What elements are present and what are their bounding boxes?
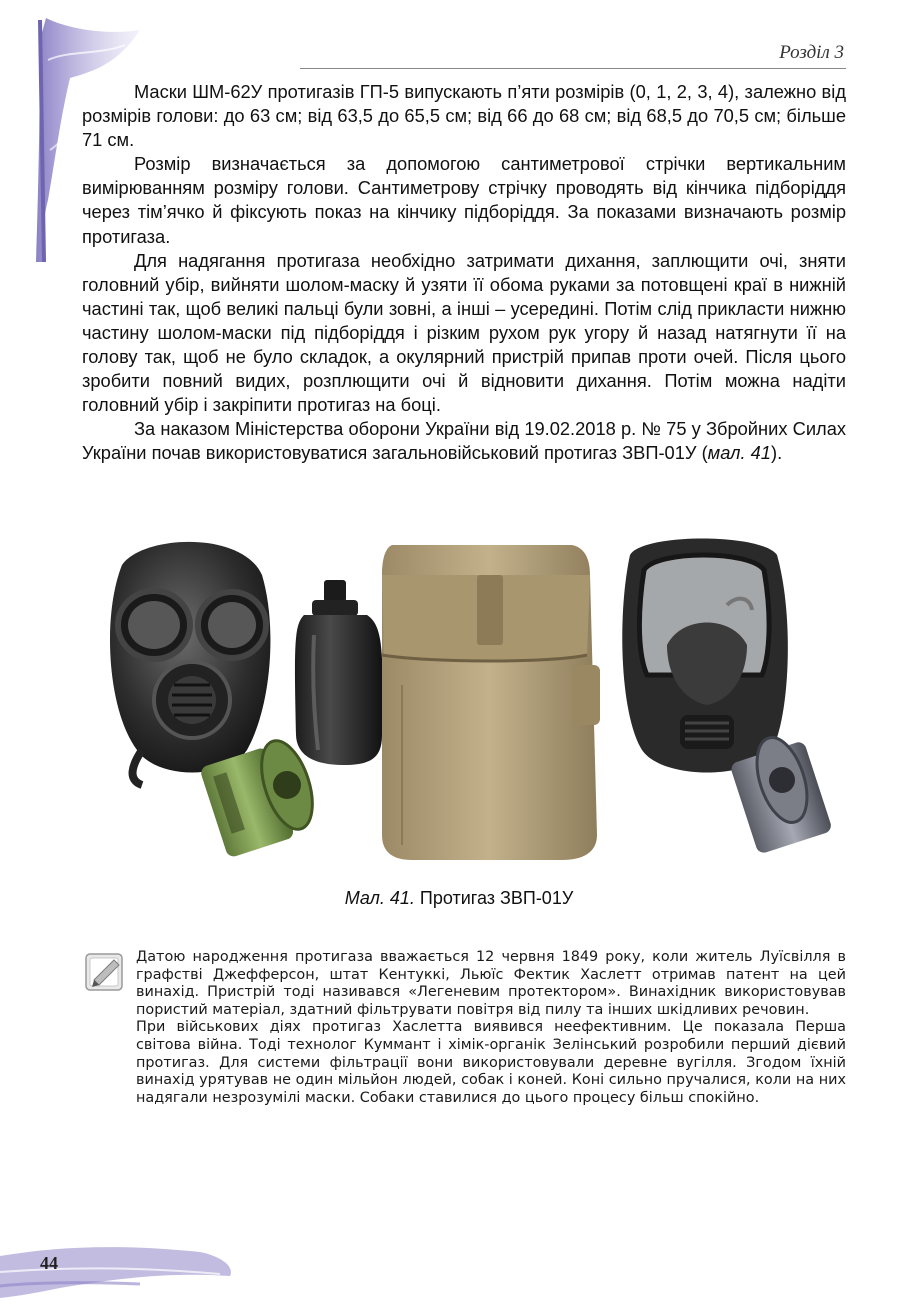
figure-reference: мал. 41 (707, 442, 771, 464)
pencil-note-icon (84, 950, 128, 994)
body-text (82, 80, 846, 466)
section-header: Розділ 3 (779, 42, 844, 63)
note-paragraph: Датою народження протигаза вважається 12 червня 1849 року, коли житель Луїсвілля в графстві Джефферсон, штат Кентуккі, Льюїс Фектик Хаслетт отримав патент на цей винахід. Пристрій тоді називався «Легеневим протектором». Винахідник використовував пористий матеріал, здатний фільтрувати повітря від пилу та інших шкідливих речовин. (136, 949, 846, 1018)
paragraph: Маски ШМ-62У протигазів ГП-5 випускають п’яти розмірів (0, 1, 2, 3, 4), залежно від розмірів голови: до 63 см; від 63,5 до 65,5 см; від 66 до 68 см; від 68,5 до 70,5 см; більше 71 см. (82, 81, 846, 151)
caption-label: Мал. 41. (344, 888, 415, 908)
header-divider (300, 68, 846, 69)
paragraph-text: За наказом Міністерства оборони України від 19.02.2018 р. № 75 у Збройних Силах України почав використовуватися загальновійськовий протигаз ЗВП-01У ( (82, 418, 846, 464)
water-canteen (295, 580, 383, 765)
paragraph-end: ). (770, 442, 783, 464)
mask-right (622, 539, 788, 773)
info-note (136, 949, 846, 1107)
figure-caption (0, 888, 918, 909)
page-number: 44 (40, 1253, 58, 1273)
note-paragraph: При військових діях протигаз Хаслетта виявився неефективним. Це показала Перша світова війна. Тоді технолог Куммант і хімік-органік Зелінський розробили перший дієвий протигаз. Для системи фільтрації вони використовували деревне вугілля. Згодом їхній винахід урятував не один мільйон людей, собак і коней. Коні сильно пручалися, коли на них надягали незрозумілі маски. Собаки ставилися до цього процесу більш спокійно. (136, 1019, 846, 1106)
gas-mask-illustration (82, 535, 846, 865)
mask-left (110, 542, 270, 785)
flag-decoration-bottom (0, 1226, 240, 1314)
paragraph: Розмір визначається за допомогою сантиметрової стрічки вертикальним вимірюванням розміру голови. Сантиметрову стрічку проводять від кінчика підборіддя через тім’ячко й фіксують показ на кінчику підборіддя. За показами визначають розмір протигаза. (82, 153, 846, 247)
gas-mask-figure (82, 535, 846, 865)
paragraph (82, 417, 846, 465)
paragraph: Для надягання протигаза необхідно затримати дихання, заплющити очі, зняти головний убір, вийняти шолом-маску й узяти її обома руками за потовщені краї в нижній частині так, щоб великі пальці були зовні, а інші – усередині. Потім слід прикласти нижню частину шолом-маски під підборіддя і різким рухом рук угору й назад натягнути її на голову так, щоб не було складок, а окулярний пристрій припав проти очей. Після цього зробити повний видих, розплющити очі й відновити дихання. Потім можна надіти головний убір і закріпити протигаз на боці. (82, 249, 846, 416)
caption-text: Протигаз ЗВП-01У (414, 888, 574, 908)
mask-pouch (382, 545, 600, 860)
